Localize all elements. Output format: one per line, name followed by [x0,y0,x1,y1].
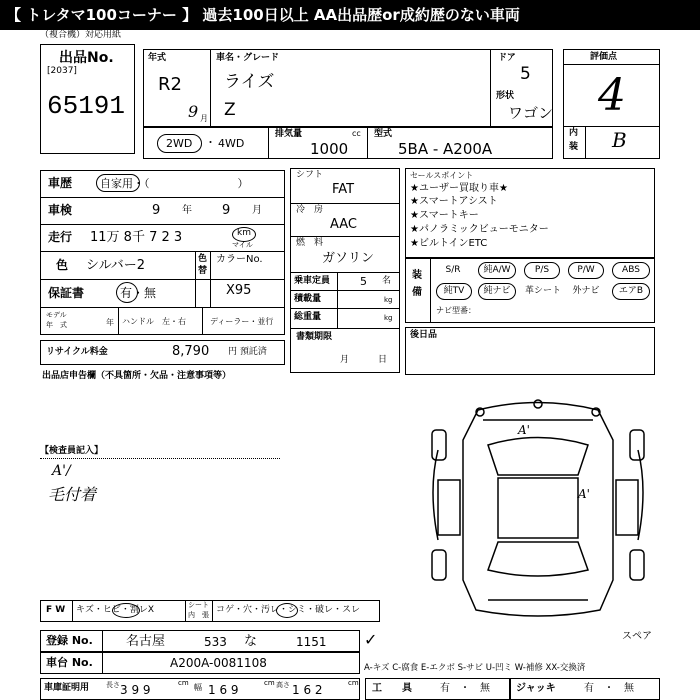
model-value: 5BA - A200A [398,140,493,158]
interior-label-2: 装 [569,142,579,152]
recycle-label: リサイクル料金 [46,347,108,357]
color-label: 色 [56,258,69,272]
car-damage-diagram [418,390,658,625]
jack-value: 有 ・ 無 [584,683,634,694]
fuel-label: 燃 料 [296,238,324,248]
width-label: 幅 [194,683,202,692]
model-label: 型式 [374,129,393,139]
year-month-unit: 月 [200,114,208,123]
option-airbag: エアB [612,283,650,300]
handle-label: ハンドル 左・右 [122,317,186,326]
mileage-value: 11万 8千 7 2 3 [90,230,183,245]
reg-kana: な [244,634,258,649]
doors-value: 5 [520,64,531,84]
equipment-label-1: 装 [412,270,422,281]
check-mark: ✓ [364,630,378,649]
seat-circle [276,603,298,618]
reg-label: 登録 No. [46,634,93,647]
score-value: 4 [598,70,626,121]
seat-items: コゲ・穴・汚レ・シミ・破レ・スレ [216,605,361,615]
equipment-label-2: 備 [412,287,422,298]
model-year-1: モデル [46,311,67,319]
fw-label: F W [46,605,66,615]
seat-label-1: シート [188,601,209,609]
ac-value: AAC [330,217,357,232]
height-value: 1 6 2 [292,683,323,697]
later-item-box [405,327,655,375]
inspection-month-unit: 月 [252,205,262,216]
inspection-label: 車検 [48,203,73,217]
reg-class: 533 [204,635,227,649]
option-abs: ABS [612,262,650,279]
sales-point-3: ★スマートキー [410,210,479,221]
year-era: R2 [158,74,182,95]
interior-value: B [612,128,627,152]
sales-point-5: ★ビルトインETC [410,238,488,249]
option-sr: S/R [445,265,461,275]
header-title: 【 トレタマ100コーナー 】 過去100日以上 AA出品歴or成約歴のない車両 [6,6,520,24]
jack-label: ジャッキ [516,683,556,694]
mileage-unit-2: マイル [232,241,253,249]
option-tv: 純TV [436,283,472,300]
capacity-value: 5 [360,275,367,288]
inspection-month: 9 [222,203,231,218]
seat-label-2: 内 張 [188,611,209,619]
len-label: 長さ [106,681,120,689]
inspector-line-2: 毛付着 [48,485,97,504]
len-value: 3 9 9 [120,683,151,697]
vehicle-grade: Z [224,100,236,120]
color-change-1: 色 [198,254,208,264]
sales-point-4: ★パノラミックビューモニター [410,224,549,235]
capacity-label: 乗車定員 [294,276,331,286]
history-box [40,170,285,335]
displacement-value: 1000 [310,140,349,158]
recycle-unit: 円 預託済 [228,347,267,357]
warranty-label: 保証書 [48,286,85,300]
displacement-unit: cc [352,129,361,138]
option-navi: 純ナビ [478,283,516,300]
tools-value: 有 ・ 無 [440,683,490,694]
spare-label: スペア [622,631,652,642]
doors-label: ドア [498,53,516,63]
inspector-line-1: A'/ [52,463,71,479]
sales-points-title: セールスポイント [410,171,474,180]
vehicle-name: ライズ [224,72,275,92]
drive-4wd: 4WD [218,137,245,150]
doc-day: 日 [378,355,388,365]
header-subtitle: （複合機）対応用紙 [40,30,122,40]
seller-notes-title: 出品店申告欄（不具箇所・欠品・注意事項等） [42,371,232,381]
inspection-year-unit: 年 [182,205,192,216]
width-value: 1 6 9 [208,683,239,697]
width-cm: cm [264,679,275,687]
warranty-value: 有・無 [120,286,157,300]
shift-value: FAT [332,182,355,197]
lot-label: 出品No. [59,50,114,66]
sales-point-2: ★スマートアシスト [410,196,498,207]
color-no-value: X95 [226,283,252,298]
doc-month: 月 [340,355,350,365]
usage-label: 車歴 [48,176,73,190]
load-label: 積載量 [294,294,322,304]
option-aw: 純A/W [478,262,516,279]
fw-items: キズ・ヒビ・割レX [76,605,154,615]
tools-label: 工 具 [372,683,412,694]
option-pw: P/W [568,262,604,279]
usage-value: 自家用・（ ） [100,177,249,190]
drive-2wd: 2WD [166,137,193,150]
inspection-year: 9 [152,203,161,218]
color-no-label: カラーNo. [216,254,263,265]
diagram-mark-top: A' [518,423,530,437]
mileage-unit: km [237,228,251,238]
later-item-label: 後日品 [410,330,438,340]
year-month: 9 [188,102,199,121]
color-change-2: 替 [198,266,208,276]
sales-point-1: ★ユーザー買取り車★ [410,183,508,194]
mileage-label: 走行 [48,230,73,244]
displacement-label: 排気量 [275,129,303,139]
inspector-title: 【検査員記入】 [40,446,104,456]
model-year-suffix: 年 [106,318,114,327]
fw-circle [112,603,140,618]
option-leather: 革シート [524,286,561,296]
shift-label: シフト [296,170,324,180]
capacity-unit: 名 [382,276,392,286]
doc-label: 書類期限 [296,332,333,342]
lot-number: 65191 [47,91,126,121]
model-year-2: 年 式 [46,321,67,329]
year-label: 年式 [148,53,167,63]
ac-label: 冷 房 [296,205,324,215]
chassis-label: 車台 No. [46,656,93,669]
diagram-mark-right: A' [578,487,590,501]
fuel-value: ガソリン [322,251,375,266]
len-cm: cm [178,679,189,687]
specs-box [290,168,400,373]
weight-unit: kg [384,314,393,322]
score-label: 評価点 [590,52,618,62]
lot-box [40,44,135,154]
reg-city: 名古屋 [126,634,166,649]
chassis-value: A200A-0081108 [170,656,267,670]
reg-num: 1151 [296,635,327,649]
option-ext-navi: 外ナビ [572,286,600,296]
lot-small-number: [2037] [47,66,77,76]
color-value: シルバー2 [86,258,146,273]
name-label: 車名・グレード [216,53,280,63]
option-ps: P/S [524,262,560,279]
dealer-label: ディーラー・並行 [210,317,274,326]
weight-label: 総重量 [294,312,322,322]
damage-legend: A-キズ C-腐食 E-エクボ S-サビ U-凹ミ W-補修 XX-交換済 [364,663,586,673]
cert-label: 車庫証明用 [44,683,90,693]
load-unit: kg [384,296,393,304]
height-label: 高さ [276,681,290,689]
recycle-amount: 8,790 [172,344,210,359]
body-label: 形状 [496,91,515,101]
height-cm: cm [348,679,359,687]
body-value: ワゴン [508,104,554,122]
interior-label-1: 内 [569,128,579,138]
header-bar [0,0,700,30]
navi-label: ナビ型番： [436,306,476,315]
